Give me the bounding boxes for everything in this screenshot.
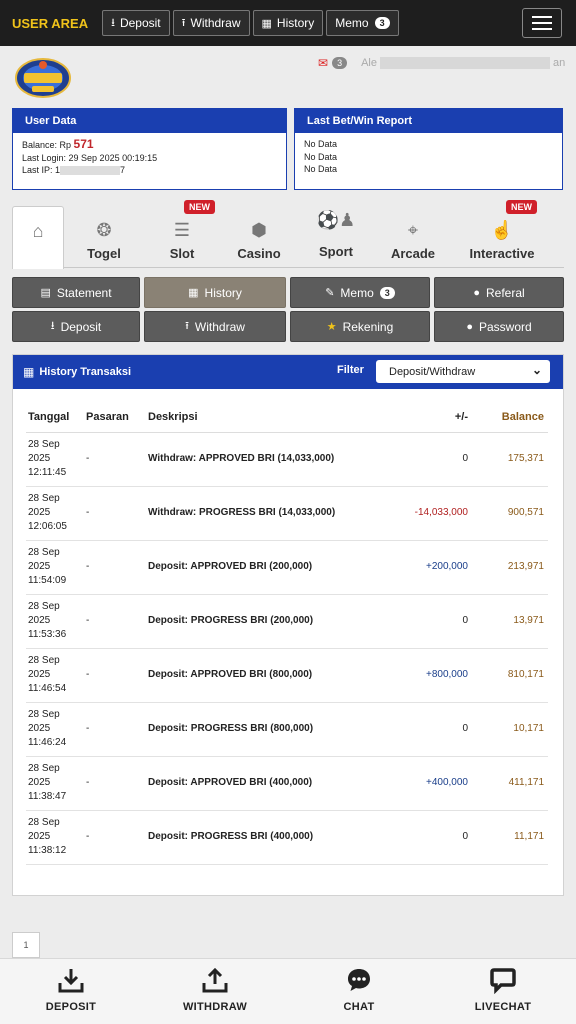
deposit-icon: ⭳ bbox=[50, 320, 55, 332]
statement-label: Statement bbox=[56, 285, 112, 300]
cell-tanggal bbox=[26, 648, 86, 702]
tab-sport[interactable] bbox=[300, 206, 372, 268]
user-icon: ● bbox=[466, 320, 473, 333]
cell-balance: 810,171 bbox=[486, 648, 548, 702]
last-ip-end: 7 bbox=[120, 165, 126, 175]
cell-plus-minus: 0 bbox=[404, 432, 486, 486]
table-row bbox=[26, 756, 548, 810]
tab-arcade[interactable] bbox=[382, 206, 444, 268]
cell-tanggal bbox=[26, 756, 86, 810]
col-deskripsi: Deskripsi bbox=[148, 402, 404, 432]
casino-icon: ⬢ bbox=[251, 220, 267, 240]
cell-pasaran: - bbox=[86, 486, 148, 540]
cell-date: 28 Sep bbox=[28, 439, 60, 450]
cell-pasaran: - bbox=[86, 432, 148, 486]
history-table bbox=[26, 402, 548, 865]
table-row bbox=[26, 810, 548, 864]
cell-time: 11:38:47 bbox=[28, 791, 67, 802]
last-ip-label: Last IP: 1 bbox=[22, 165, 61, 175]
history-header bbox=[13, 355, 563, 389]
cell-plus-minus: 0 bbox=[404, 810, 486, 864]
cell-deskripsi: Deposit: APPROVED BRI (800,000) bbox=[148, 648, 404, 702]
hamburger-menu-button[interactable] bbox=[522, 8, 562, 38]
cell-time: 11:46:24 bbox=[28, 737, 67, 748]
mail-count-badge: 3 bbox=[332, 57, 347, 69]
cell-plus-minus: 0 bbox=[404, 702, 486, 756]
cell-year: 2025 bbox=[28, 831, 51, 842]
history-panel bbox=[12, 354, 564, 896]
cell-time: 12:11:45 bbox=[28, 467, 67, 478]
page-1-button[interactable]: 1 bbox=[12, 932, 40, 958]
sport-icon: ⚽♟ bbox=[316, 210, 356, 230]
tab-togel-label: Togel bbox=[87, 246, 121, 261]
username-start: Ale bbox=[361, 57, 377, 69]
table-row bbox=[26, 702, 548, 756]
withdraw-icon: ⭱ bbox=[181, 16, 186, 29]
cell-balance: 11,171 bbox=[486, 810, 548, 864]
statement-button[interactable] bbox=[12, 277, 140, 308]
filter-value: Deposit/Withdraw bbox=[389, 365, 476, 378]
col-pasaran: Pasaran bbox=[86, 402, 148, 432]
cell-deskripsi: Deposit: PROGRESS BRI (800,000) bbox=[148, 702, 404, 756]
cell-time: 11:54:09 bbox=[28, 575, 67, 586]
table-row bbox=[26, 432, 548, 486]
user-data-title: User Data bbox=[13, 109, 286, 133]
bet-report-row: No Data bbox=[304, 164, 338, 174]
category-tabs bbox=[12, 202, 564, 268]
cell-pasaran: - bbox=[86, 810, 148, 864]
top-withdraw-label: Withdraw bbox=[190, 16, 241, 30]
cell-tanggal bbox=[26, 810, 86, 864]
cell-year: 2025 bbox=[28, 615, 51, 626]
cell-date: 28 Sep bbox=[28, 655, 60, 666]
cell-time: 12:06:05 bbox=[28, 521, 67, 532]
brand-title: USER AREA bbox=[12, 15, 89, 31]
memo-count-badge: 3 bbox=[375, 17, 390, 29]
balance-line bbox=[22, 138, 277, 152]
edit-icon: ✎ bbox=[325, 287, 335, 299]
cell-tanggal bbox=[26, 486, 86, 540]
cell-year: 2025 bbox=[28, 507, 51, 518]
cell-date: 28 Sep bbox=[28, 763, 60, 774]
memo-button[interactable] bbox=[290, 277, 430, 308]
livechat-bubble-icon bbox=[448, 965, 558, 995]
referal-label: Referal bbox=[485, 285, 525, 300]
cell-balance: 10,171 bbox=[486, 702, 548, 756]
col-balance: Balance bbox=[486, 402, 548, 432]
cell-time: 11:53:36 bbox=[28, 629, 67, 640]
bottom-chat-label: CHAT bbox=[343, 1001, 375, 1013]
history-button[interactable] bbox=[144, 277, 286, 308]
tab-slot[interactable] bbox=[152, 202, 212, 268]
last-ip-line bbox=[22, 164, 277, 177]
top-memo-label: Memo bbox=[335, 16, 369, 30]
referal-button[interactable] bbox=[434, 277, 564, 308]
cell-plus-minus: 0 bbox=[404, 594, 486, 648]
cell-balance: 411,171 bbox=[486, 756, 548, 810]
cell-year: 2025 bbox=[28, 723, 51, 734]
cell-deskripsi: Deposit: PROGRESS BRI (400,000) bbox=[148, 810, 404, 864]
rekening-button[interactable] bbox=[290, 311, 430, 342]
balance-value: 571 bbox=[73, 137, 94, 151]
cell-plus-minus: -14,033,000 bbox=[404, 486, 486, 540]
table-row bbox=[26, 648, 548, 702]
balance-label: Balance: Rp bbox=[22, 140, 72, 150]
last-login: Last Login: 29 Sep 2025 00:19:15 bbox=[22, 152, 158, 163]
cell-pasaran: - bbox=[86, 756, 148, 810]
cell-date: 28 Sep bbox=[28, 709, 60, 720]
tab-home[interactable] bbox=[12, 206, 64, 269]
deposit-button[interactable] bbox=[12, 311, 140, 342]
cell-date: 28 Sep bbox=[28, 601, 60, 612]
chat-bubble-icon bbox=[304, 965, 414, 995]
history-icon: ▦ bbox=[23, 365, 35, 379]
chevron-down-icon: ⌄ bbox=[531, 363, 542, 377]
cell-deskripsi: Withdraw: APPROVED BRI (14,033,000) bbox=[148, 432, 404, 486]
mail-icon[interactable]: ✉ bbox=[318, 56, 329, 70]
cell-tanggal bbox=[26, 432, 86, 486]
bottom-deposit-label: DEPOSIT bbox=[45, 1001, 97, 1013]
top-bar bbox=[0, 0, 576, 46]
username-redacted bbox=[380, 57, 550, 69]
col-tanggal: Tanggal bbox=[26, 402, 86, 432]
deposit-label: Deposit bbox=[60, 319, 102, 334]
cell-tanggal bbox=[26, 594, 86, 648]
new-badge: NEW bbox=[184, 200, 215, 214]
withdraw-label: Withdraw bbox=[194, 319, 245, 334]
cell-plus-minus: +200,000 bbox=[404, 540, 486, 594]
bottom-nav bbox=[0, 958, 576, 1024]
table-header-row bbox=[26, 402, 548, 432]
user-icon: ● bbox=[473, 286, 480, 299]
tab-togel[interactable] bbox=[74, 206, 134, 268]
cell-tanggal bbox=[26, 702, 86, 756]
history-icon: ▦ bbox=[261, 17, 272, 30]
table-row bbox=[26, 486, 548, 540]
history-title: History Transaksi bbox=[39, 366, 132, 378]
memo-count-badge: 3 bbox=[380, 287, 395, 299]
site-logo[interactable] bbox=[14, 56, 72, 100]
filter-label: Filter bbox=[337, 364, 364, 376]
user-data-panel bbox=[12, 108, 287, 190]
tab-arcade-label: Arcade bbox=[390, 246, 436, 261]
password-label: Password bbox=[478, 319, 532, 334]
password-button[interactable] bbox=[434, 311, 564, 342]
cell-year: 2025 bbox=[28, 669, 51, 680]
upload-tray-icon bbox=[160, 965, 270, 995]
withdraw-button[interactable] bbox=[144, 311, 286, 342]
cell-pasaran: - bbox=[86, 540, 148, 594]
cell-time: 11:46:54 bbox=[28, 683, 67, 694]
cell-deskripsi: Deposit: APPROVED BRI (400,000) bbox=[148, 756, 404, 810]
cell-plus-minus: +800,000 bbox=[404, 648, 486, 702]
tab-casino-label: Casino bbox=[237, 246, 281, 261]
top-history-label: History bbox=[276, 16, 315, 30]
cell-balance: 900,571 bbox=[486, 486, 548, 540]
username-end: an bbox=[552, 57, 566, 69]
withdraw-icon: ⭱ bbox=[185, 320, 189, 332]
slot-icon: ☰ bbox=[173, 220, 191, 240]
cell-pasaran: - bbox=[86, 594, 148, 648]
cell-year: 2025 bbox=[28, 561, 51, 572]
new-badge: NEW bbox=[506, 200, 537, 214]
cell-date: 28 Sep bbox=[28, 547, 60, 558]
cell-deskripsi: Withdraw: PROGRESS BRI (14,033,000) bbox=[148, 486, 404, 540]
bet-report-row: No Data bbox=[304, 139, 338, 149]
deposit-icon: ⭳ bbox=[111, 16, 115, 29]
bottom-livechat-label: LIVECHAT bbox=[474, 1001, 532, 1013]
table-row bbox=[26, 594, 548, 648]
bottom-withdraw-label: WITHDRAW bbox=[182, 1001, 248, 1013]
cell-time: 11:38:12 bbox=[28, 845, 67, 856]
top-history-button[interactable] bbox=[253, 10, 324, 36]
bottom-livechat-button[interactable] bbox=[448, 965, 558, 1013]
tab-interactive-label: Interactive bbox=[469, 246, 535, 261]
cell-balance: 175,371 bbox=[486, 432, 548, 486]
cell-pasaran: - bbox=[86, 702, 148, 756]
cell-year: 2025 bbox=[28, 453, 51, 464]
statement-icon: ▤ bbox=[40, 287, 51, 299]
top-deposit-button[interactable] bbox=[102, 10, 170, 36]
bet-report-row: No Data bbox=[304, 151, 338, 162]
history-label: History bbox=[204, 285, 242, 300]
bottom-chat-button[interactable] bbox=[304, 965, 414, 1013]
table-row bbox=[26, 540, 548, 594]
home-icon: ⌂ bbox=[32, 221, 44, 241]
ip-redacted bbox=[60, 166, 120, 175]
cell-plus-minus: +400,000 bbox=[404, 756, 486, 810]
bet-report-panel bbox=[294, 108, 563, 190]
filter-select[interactable] bbox=[376, 360, 550, 383]
rekening-icon: ★ bbox=[326, 321, 337, 333]
top-memo-button[interactable] bbox=[326, 10, 398, 36]
cell-balance: 13,971 bbox=[486, 594, 548, 648]
tab-slot-label: Slot bbox=[169, 246, 195, 261]
download-tray-icon bbox=[16, 965, 126, 995]
history-icon: ▦ bbox=[188, 287, 199, 299]
cell-date: 28 Sep bbox=[28, 493, 60, 504]
cell-date: 28 Sep bbox=[28, 817, 60, 828]
user-line bbox=[318, 56, 565, 70]
togel-icon: ❂ bbox=[96, 220, 112, 240]
col-plus-minus: +/- bbox=[404, 402, 486, 432]
top-withdraw-button[interactable] bbox=[173, 10, 250, 36]
bet-report-title: Last Bet/Win Report bbox=[295, 109, 562, 133]
cell-tanggal bbox=[26, 540, 86, 594]
bottom-withdraw-button[interactable] bbox=[160, 965, 270, 1013]
cell-year: 2025 bbox=[28, 777, 51, 788]
memo-label: Memo bbox=[340, 285, 374, 300]
rekening-label: Rekening bbox=[342, 319, 394, 334]
cell-deskripsi: Deposit: APPROVED BRI (200,000) bbox=[148, 540, 404, 594]
tab-casino[interactable] bbox=[228, 206, 290, 268]
top-deposit-label: Deposit bbox=[119, 16, 161, 30]
interactive-icon: ☝ bbox=[490, 220, 514, 240]
cell-deskripsi: Deposit: PROGRESS BRI (200,000) bbox=[148, 594, 404, 648]
cell-pasaran: - bbox=[86, 648, 148, 702]
tab-interactive[interactable] bbox=[462, 202, 542, 268]
cell-balance: 213,971 bbox=[486, 540, 548, 594]
tab-sport-label: Sport bbox=[319, 244, 353, 259]
bottom-deposit-button[interactable] bbox=[16, 965, 126, 1013]
arcade-icon: ⌖ bbox=[407, 220, 419, 240]
